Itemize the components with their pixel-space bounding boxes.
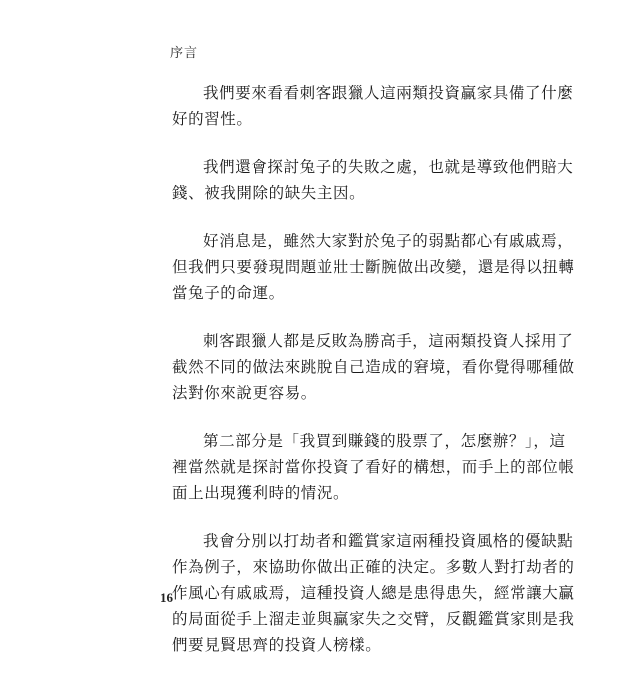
- text-line: 刺客跟獵人都是反敗為勝高手，這兩類投資人採用了: [203, 332, 574, 350]
- body-text: [172, 80, 575, 680]
- paragraph: [172, 228, 575, 306]
- text-line: 錢、被我開除的缺失主因。: [172, 184, 366, 202]
- page-number: 16: [160, 590, 173, 605]
- text-line: 裡當然就是探討當你投資了看好的構想，而手上的部位帳: [172, 458, 575, 476]
- text-line: 的局面從手上溜走並與贏家失之交臂，反觀鑑賞家則是我: [172, 610, 575, 628]
- text-line: 但我們只要發現問題並壯士斷腕做出改變，還是得以扭轉: [172, 258, 575, 276]
- text-line: 第二部分是「我買到賺錢的股票了，怎麼辦？」，這: [203, 432, 566, 450]
- text-line: 我們要來看看刺客跟獵人這兩類投資贏家具備了什麼: [203, 84, 574, 102]
- text-line: 截然不同的做法來跳脫自己造成的窘境，看你覺得哪種做: [172, 358, 575, 376]
- paragraph: [172, 428, 575, 506]
- paragraph: [172, 328, 575, 406]
- text-line: 法對你來說更容易。: [172, 384, 317, 402]
- text-line: 好的習性。: [172, 110, 253, 128]
- paragraph: [172, 528, 575, 658]
- paragraph: [172, 154, 574, 206]
- text-line: 我們還會探討兔子的失敗之處，也就是導致他們賠大: [203, 158, 574, 176]
- running-head: 序言: [170, 46, 199, 61]
- text-line: 當兔子的命運。: [172, 284, 285, 302]
- text-line: 面上出現獲利時的情況。: [172, 484, 350, 502]
- text-line: 我會分別以打劫者和鑑賞家這兩種投資風格的優缺點: [203, 532, 574, 550]
- text-line: 們要見賢思齊的投資人榜樣。: [172, 636, 382, 654]
- text-line: 作風心有戚戚焉，這種投資人總是患得患失，經常讓大贏: [172, 584, 575, 602]
- text-line: 作為例子，來協助你做出正確的決定。多數人對打劫者的: [172, 558, 575, 576]
- paragraph: [172, 80, 574, 132]
- text-line: 好消息是，雖然大家對於兔子的弱點都心有戚戚焉，: [203, 232, 574, 250]
